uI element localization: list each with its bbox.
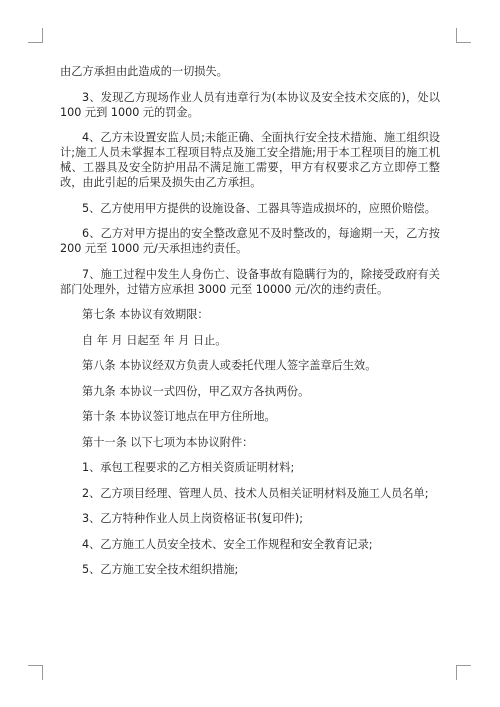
paragraph: 第八条 本协议经双方负责人或委托代理人签字盖章后生效。 bbox=[82, 359, 377, 372]
paragraph: 7、施工过程中发生人身伤亡、设备事故有隐瞒行为的，除接受政府有关部门处理外，过错方应承担 3000 元至 10000 元/次的违约责任。 bbox=[60, 267, 440, 296]
crop-mark-bottom-right bbox=[456, 665, 471, 680]
paragraph: 4、乙方未设置安监人员;未能正确、全面执行安全技术措施、施工组织设计;施工人员未掌握本工程项目特点及施工安全措施;用于本工程项目的施工机械、工器具及安全防护用品不满足施工需要，甲方有权要求乙方立即停工整改，由此引起的后果及损失由乙方承担。 bbox=[60, 131, 440, 189]
crop-mark-bottom-left bbox=[28, 665, 43, 680]
paragraph: 第七条 本协议有效期限： bbox=[82, 308, 209, 321]
paragraph: 3、乙方特种作业人员上岗资格证书(复印件); bbox=[82, 512, 303, 525]
paragraph: 第十条 本协议签订地点在甲方住所地。 bbox=[82, 410, 276, 423]
paragraph: 4、乙方施工人员安全技术、安全工作规程和安全教育记录; bbox=[82, 537, 373, 551]
paragraph: 3、发现乙方现场作业人员有违章行为(本协议及安全技术交底的)，处以 100 元到 1000 元的罚金。 bbox=[60, 90, 440, 119]
crop-mark-top-right bbox=[456, 28, 471, 43]
crop-mark-top-left bbox=[28, 28, 43, 43]
paragraph: 第九条 本协议一式四份，甲乙双方各执两份。 bbox=[82, 384, 310, 398]
document-body bbox=[60, 64, 440, 588]
paragraph: 5、乙方施工安全技术组织措施; bbox=[82, 563, 239, 576]
paragraph: 5、乙方使用甲方提供的设施设备、工器具等造成损坏的，应照价赔偿。 bbox=[82, 201, 436, 215]
paragraph: 自 年 月 日起至 年 月 日止。 bbox=[82, 333, 227, 347]
paragraph: 1、承包工程要求的乙方相关资质证明材料; bbox=[82, 461, 295, 474]
paragraph: 第十一条 以下七项为本协议附件： bbox=[82, 435, 254, 449]
paragraph: 由乙方承担由此造成的一切损失。 bbox=[60, 65, 228, 78]
paragraph: 6、乙方对甲方提出的安全整改意见不及时整改的，每逾期一天，乙方按 200 元至 1000 元/天承担违约责任。 bbox=[60, 227, 440, 255]
paragraph: 2、乙方项目经理、管理人员、技术人员相关证明材料及施工人员名单; bbox=[82, 486, 429, 500]
